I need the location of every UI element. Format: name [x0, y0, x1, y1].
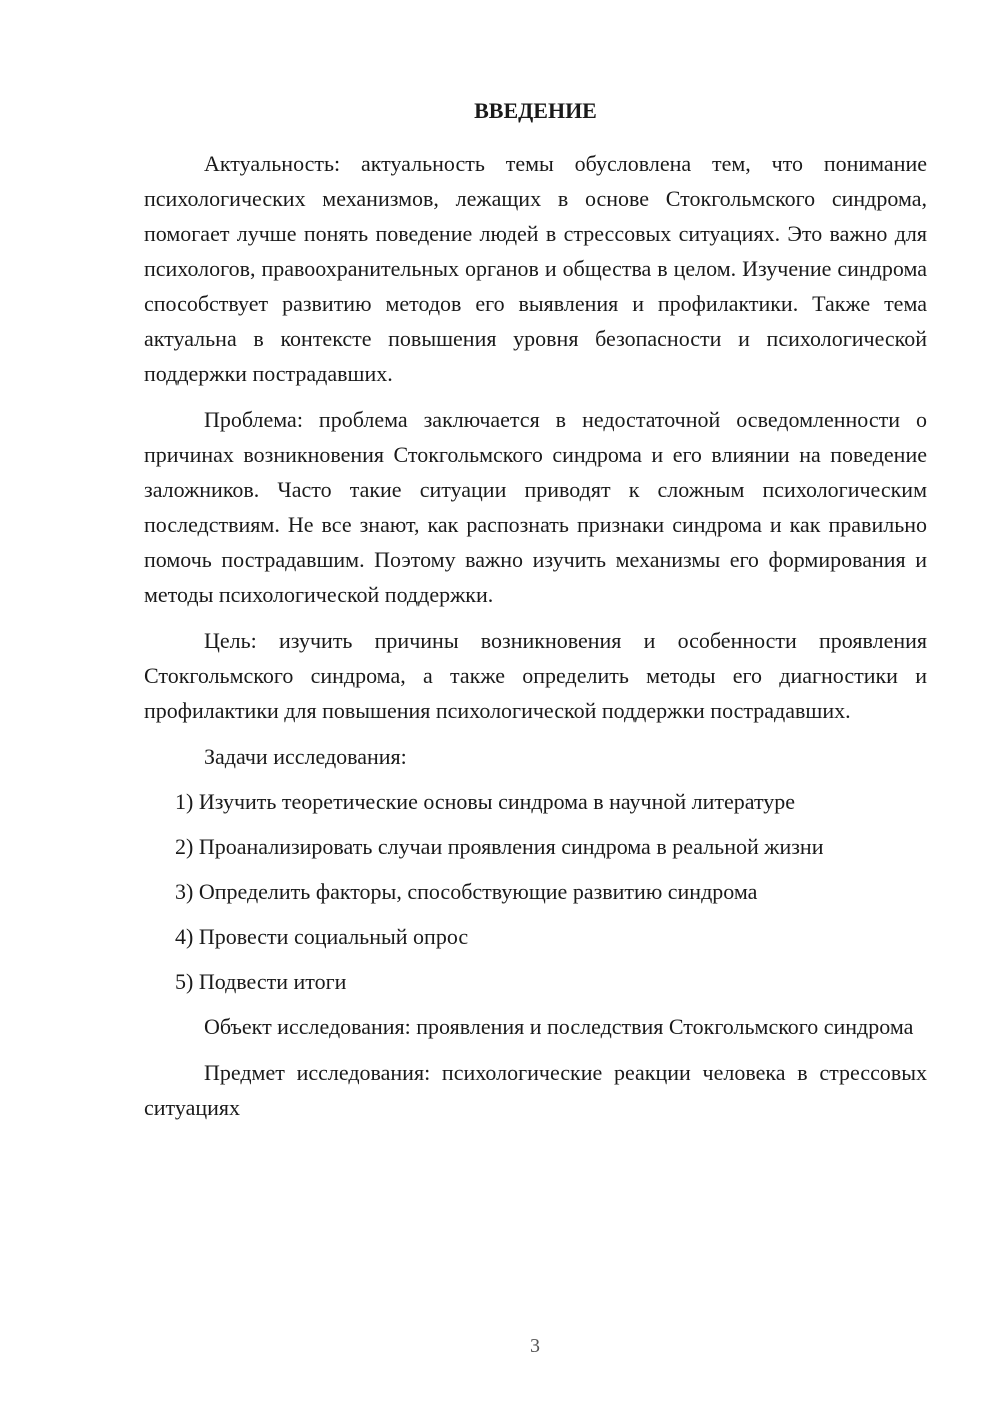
task-item: 1) Изучить теоретические основы синдрома в научной литературе	[175, 789, 796, 814]
goal-paragraph: Цель: изучить причины возникновения и особенности проявления Стокгольмского синдрома, а также определить методы его диагностики и профилактики для повышения психологической поддержки пострадавших.	[144, 628, 927, 723]
task-item: 2) Проанализировать случаи проявления синдрома в реальной жизни	[175, 834, 824, 859]
tasks-title: Задачи исследования:	[204, 744, 407, 769]
document-page	[144, 96, 927, 1136]
tasks-list	[144, 784, 927, 999]
problem-paragraph: Проблема: проблема заключается в недостаточной осведомленности о причинах возникновения Стокгольмского синдрома и его влиянии на поведение заложников. Часто такие ситуации приводят к сложным психологическим последствиям. Не все знают, как распознать признаки синдрома и как правильно помочь пострадавшим. Поэтому важно изучить механизмы его формирования и методы психологической поддержки.	[144, 407, 927, 607]
section-heading: ВВЕДЕНИЕ	[474, 98, 597, 123]
task-item: 5) Подвести итоги	[175, 969, 347, 994]
task-item: 3) Определить факторы, способствующие развитию синдрома	[175, 879, 758, 904]
subject-paragraph: Предмет исследования: психологические реакции человека в стрессовых ситуациях	[144, 1060, 927, 1120]
relevance-paragraph: Актуальность: актуальность темы обусловлена тем, что понимание психологических механизмов, лежащих в основе Стокгольмского синдрома, помогает лучше понять поведение людей в стрессовых ситуациях. Это важно для психологов, правоохранительных органов и общества в целом. Изучение синдрома способствует развитию методов его выявления и профилактики. Также тема актуальна в контексте повышения уровня безопасности и психологической поддержки пострадавших.	[144, 151, 927, 386]
page-number: 3	[530, 1335, 540, 1357]
task-item: 4) Провести социальный опрос	[175, 924, 469, 949]
object-paragraph: Объект исследования: проявления и последствия Стокгольмского синдрома	[204, 1014, 914, 1039]
